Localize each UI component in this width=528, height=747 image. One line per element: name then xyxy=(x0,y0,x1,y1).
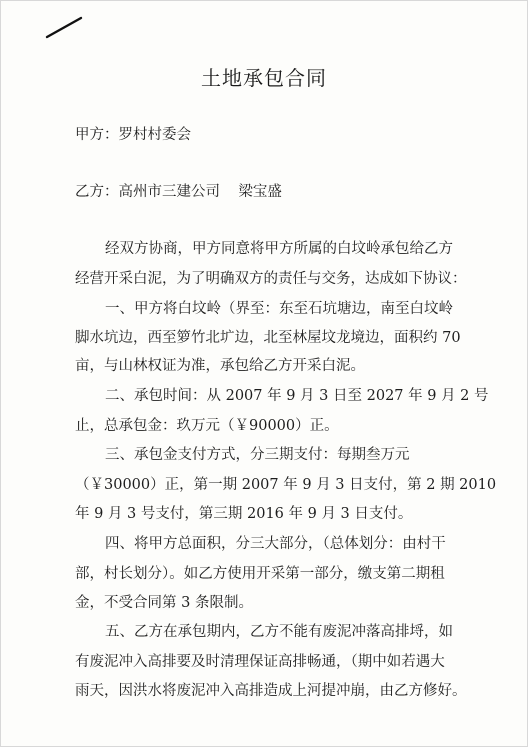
body-line: 五、乙方在承包期内，乙方不能有废泥冲落高排埒，如 xyxy=(105,624,453,640)
body-line: 年 9 月 3 号支付，第三期 2016 年 9 月 3 日支付。 xyxy=(75,506,413,522)
body-line: 三、承包金支付方式，分三期支付：每期叁万元 xyxy=(105,447,410,463)
pen-stroke-mark xyxy=(45,15,85,41)
body-line: 止，总承包金：玖万元（￥90000）正。 xyxy=(75,418,339,434)
body-line: 一、甲方将白坟岭（界至：东至石坑塘边，南至白坟岭 xyxy=(105,301,453,317)
party-a-line: 甲方：罗村村委会 xyxy=(75,127,191,143)
body-line: 二、承包时间：从 2007 年 9 月 3 日至 2027 年 9 月 2 号 xyxy=(105,388,489,404)
body-line: 四、将甲方总面积，分三大部分，（总体划分：由村干 xyxy=(105,536,446,552)
body-line: 部，村长划分）。如乙方使用开采第一部分，缴支第二期租 xyxy=(75,566,445,582)
body-line: 雨天，因洪水将废泥冲入高排造成上河提冲崩，由乙方修好。 xyxy=(75,683,467,699)
body-line: 有废泥冲入高排要及时清理保证高排畅通，（期中如若遇大 xyxy=(75,654,445,670)
body-line: 金，不受合同第 3 条限制。 xyxy=(75,595,253,611)
body-line: 脚水坑边，西至箩竹北圹边，北至林屋坟龙境边，面积约 70 xyxy=(75,330,461,346)
body-line: 亩，与山林权证为准，承包给乙方开采白泥。 xyxy=(75,358,365,374)
body-line: 经营开采白泥，为了明确双方的责任与交务，达成如下协议： xyxy=(75,271,467,287)
body-line: 经双方协商，甲方同意将甲方所属的白坟岭承包给乙方 xyxy=(105,241,453,257)
document-title: 土地承包合同 xyxy=(201,66,327,90)
party-b-line: 乙方：高州市三建公司 梁宝盛 xyxy=(75,184,282,200)
body-line: （￥30000）正，第一期 2007 年 9 月 3 日支付，第 2 期 2010 xyxy=(75,477,497,493)
